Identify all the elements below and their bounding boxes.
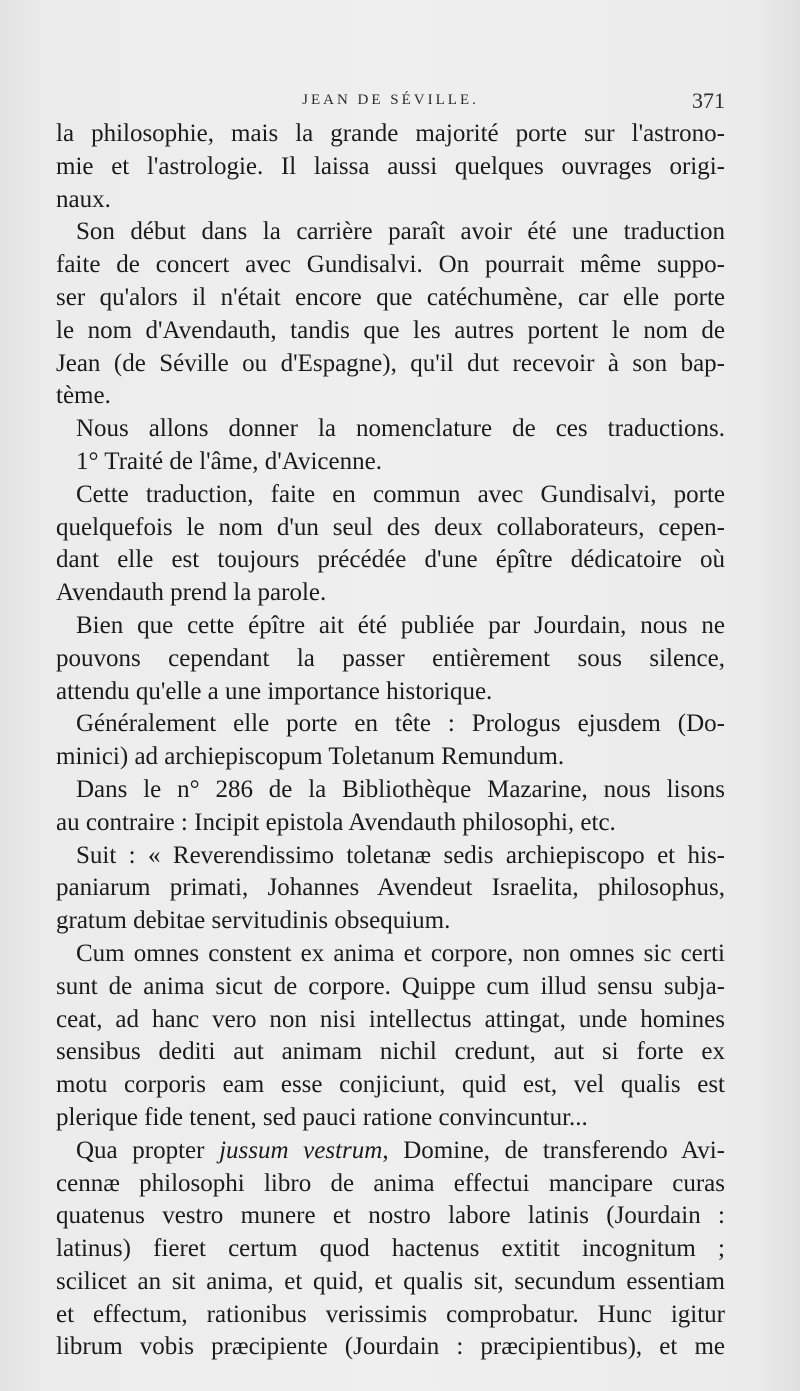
text-line-italic: jussum vestrum (219, 1136, 383, 1164)
text-line: Nous allons donner la nomenclature de ces traductions. (76, 415, 725, 443)
text-line: attendu qu'elle a une importance historique. (56, 677, 493, 705)
text-line (56, 1135, 725, 1168)
text-line: motu corporis eam esse conjiciunt, quid est, vel qualis est (56, 1071, 725, 1099)
text-line: faite de concert avec Gundisalvi. On pourrait même suppo- (56, 251, 725, 279)
text-line: ser qu'alors il n'était encore que catéchumène, car elle porte (56, 283, 725, 311)
text-line: naux. (56, 185, 111, 213)
text-line: le nom d'Avendauth, tandis que les autres portent le nom de (56, 316, 725, 344)
text-line: au contraire : Incipit epistola Avendauth philosophi, etc. (56, 808, 616, 836)
text-line: plerique fide tenent, sed pauci ratione convincuntur... (56, 1103, 588, 1131)
text-line: gratum debitae servitudinis obsequium. (56, 907, 451, 935)
text-line: latinus) fieret certum quod hactenus extitit incognitum ; (56, 1235, 725, 1263)
text-line: Généralement elle porte en tête : Prologus ejusdem (Do- (76, 710, 725, 738)
text-line: Cum omnes constent ex anima et corpore, non omnes sic certi (76, 939, 725, 967)
text-line: Avendauth prend la parole. (56, 579, 327, 607)
text-line: librum vobis præcipiente (Jourdain : præcipientibus), et me (56, 1333, 725, 1361)
text-line: dant elle est toujours précédée d'une épître dédicatoire où (56, 546, 725, 574)
text-line: tème. (56, 382, 111, 410)
running-head (56, 88, 725, 112)
text-line: quatenus vestro munere et nostro labore latinis (Jourdain : (56, 1202, 725, 1230)
text-line: sunt de anima sicut de corpore. Quippe cum illud sensu subja- (56, 972, 725, 1000)
text-line: la philosophie, mais la grande majorité porte sur l'astrono- (56, 120, 725, 147)
body-text (56, 118, 725, 1364)
page-number: 371 (692, 88, 725, 113)
text-line: Suit : « Reverendissimo toletanæ sedis archiepiscopo et his- (76, 841, 725, 869)
text-line: scilicet an sit anima, et quid, et qualis sit, secundum essentiam (56, 1267, 725, 1295)
text-line: cennæ philosophi libro de anima effectui mancipare curas (56, 1169, 725, 1197)
text-line: paniarum primati, Johannes Avendeut Israelita, philosophus, (56, 874, 725, 902)
text-line: et effectum, rationibus verissimis comprobatur. Hunc igitur (56, 1300, 725, 1328)
text-line: mie et l'astrologie. Il laissa aussi quelques ouvrages origi- (56, 152, 725, 180)
text-line: pouvons cependant la passer entièrement sous silence, (56, 644, 725, 672)
text-line: Son début dans la carrière paraît avoir été une traduction (76, 218, 725, 246)
text-line-rest: , Domine, de transferendo Avi- (382, 1136, 725, 1164)
running-title: JEAN DE SÉVILLE. (302, 92, 479, 108)
text-line-prefix: Qua propter (76, 1136, 220, 1164)
text-line: minici) ad archiepiscopum Toletanum Remundum. (56, 743, 565, 771)
text-line: sensibus dediti aut animam nichil credunt, aut si forte ex (56, 1038, 725, 1066)
text-line: Bien que cette épître ait été publiée par Jourdain, nous ne (76, 611, 725, 639)
text-line: quelquefois le nom d'un seul des deux collaborateurs, cepen- (56, 513, 725, 541)
text-line: Dans le n° 286 de la Bibliothèque Mazarine, nous lisons (76, 775, 725, 803)
text-line: Jean (de Séville ou d'Espagne), qu'il dut recevoir à son bap- (56, 349, 725, 377)
text-line: 1° Traité de l'âme, d'Avicenne. (76, 447, 382, 475)
text-line: ceat, ad hanc vero non nisi intellectus attingat, unde homines (56, 1005, 725, 1033)
text-line: Cette traduction, faite en commun avec Gundisalvi, porte (76, 480, 725, 508)
